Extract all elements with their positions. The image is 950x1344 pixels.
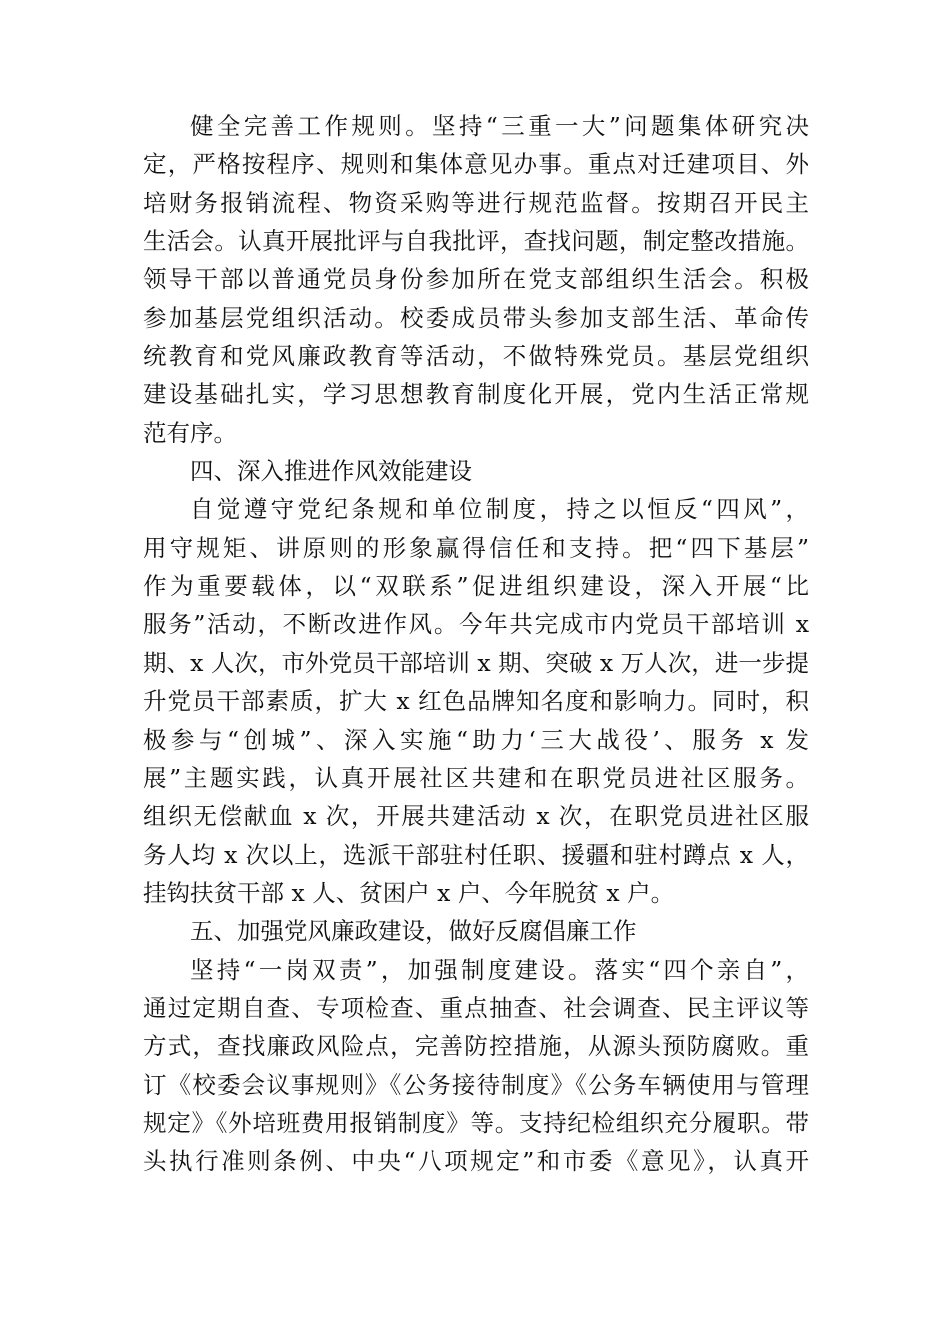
text-line: 生活会。认真开展批评与自我批评，查找问题，制定整改措施。: [143, 227, 809, 256]
text-line: 培财务报销流程、物资采购等进行规范监督。按期召开民主: [143, 188, 809, 217]
text-line: 服务”活动，不断改进作风。今年共完成市内党员干部培训 x: [143, 610, 809, 639]
text-line: 五、加强党风廉政建设，做好反腐倡廉工作: [190, 917, 637, 946]
text-line: 用守规矩、讲原则的形象赢得信任和支持。把“四下基层”: [143, 533, 809, 562]
text-line: 升党员干部素质，扩大 x 红色品牌知名度和影响力。同时，积: [143, 687, 809, 716]
text-line: 订《校委会议事规则》《公务接待制度》《公务车辆使用与管理: [143, 1070, 809, 1099]
text-line: 展”主题实践，认真开展社区共建和在职党员进社区服务。: [143, 763, 809, 792]
text-line: 自觉遵守党纪条规和单位制度，持之以恒反“四风”，: [190, 495, 809, 524]
text-line: 参加基层党组织活动。校委成员带头参加支部生活、革命传: [143, 303, 809, 332]
text-line: 规定》《外培班费用报销制度》等。支持纪检组织充分履职。带: [143, 1108, 809, 1137]
text-line: 领导干部以普通党员身份参加所在党支部组织生活会。积极: [143, 265, 809, 294]
text-line: 作为重要载体，以“双联系”促进组织建设，深入开展“比: [143, 572, 809, 601]
text-line: 健全完善工作规则。坚持“三重一大”问题集体研究决: [190, 112, 809, 140]
text-line: 期、x 人次，市外党员干部培训 x 期、突破 x 万人次，进一步提: [143, 648, 809, 677]
text-line: 组织无偿献血 x 次，开展共建活动 x 次，在职党员进社区服: [143, 802, 809, 831]
text-line: 建设基础扎实，学习思想教育制度化开展，党内生活正常规: [143, 380, 809, 409]
text-line: 方式，查找廉政风险点，完善防控措施，从源头预防腐败。重: [143, 1032, 809, 1061]
text-line: 头执行准则条例、中央“八项规定”和市委《意见》，认真开: [143, 1147, 809, 1176]
text-line: 极参与“创城”、深入实施“助力‘三大战役’、服务 x 发: [143, 725, 809, 754]
text-line: 四、深入推进作风效能建设: [190, 457, 472, 486]
text-line: 统教育和党风廉政教育等活动，不做特殊党员。基层党组织: [143, 342, 809, 371]
text-line: 坚持“一岗双责”，加强制度建设。落实“四个亲自”，: [190, 955, 809, 984]
text-line: 通过定期自查、专项检查、重点抽查、社会调查、民主评议等: [143, 993, 809, 1022]
text-line: 务人均 x 次以上，选派干部驻村任职、援疆和驻村蹲点 x 人，: [143, 840, 809, 869]
text-line: 挂钩扶贫干部 x 人、贫困户 x 户、今年脱贫 x 户。: [143, 878, 675, 907]
text-line: 范有序。: [143, 418, 237, 447]
text-line: 定，严格按程序、规则和集体意见办事。重点对迁建项目、外: [143, 150, 809, 179]
document-page: [143, 107, 809, 1181]
